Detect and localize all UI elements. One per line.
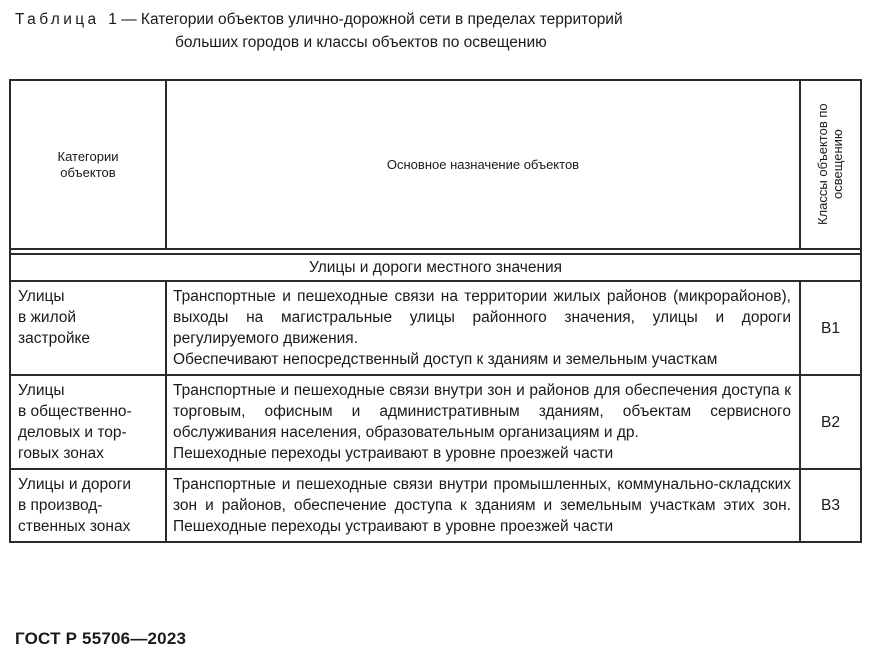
table-row	[10, 375, 861, 469]
section-title: Улицы и дороги местного значения	[10, 254, 861, 281]
header-class-label: Классы объектов по освещению	[814, 103, 845, 226]
description-cell	[166, 375, 800, 469]
caption-text: 1 — Категории объектов улично-дорожной сети в пределах территорий	[108, 11, 623, 28]
category-line: в производ-	[18, 497, 103, 514]
class-cell: В1	[800, 281, 861, 375]
table-caption	[15, 8, 855, 54]
caption-line-2: больших городов и классы объектов по освещению	[175, 34, 547, 51]
table-row	[10, 281, 861, 375]
description-cell	[166, 469, 800, 542]
table-body	[10, 281, 861, 542]
table-header-row	[10, 80, 861, 249]
category-line: Улицы и дороги	[18, 476, 132, 493]
description-paragraph: Обеспечивают непосредственный доступ к зданиям и земельным участкам	[173, 351, 718, 368]
lighting-classes-table	[9, 79, 862, 543]
description-paragraph: Транспортные и пешеходные связи внутри зон и районов для обеспечения доступа к торговым, офисным и административным зданиям, объектам сервисного обслуживания населения, образовательным организациям и др.	[173, 382, 791, 441]
class-cell: В3	[800, 469, 861, 542]
category-line: ственных зонах	[18, 518, 131, 535]
standard-number: ГОСТ Р 55706—2023	[15, 629, 187, 648]
class-cell: В2	[800, 375, 861, 469]
category-line: застройке	[18, 330, 91, 347]
header-purpose: Основное назначение объектов	[166, 80, 800, 249]
description-paragraph: Транспортные и пешеходные связи внутри промышленных, коммунально-складских зон и районов, обеспечение доступа к зданиям и земельным участкам этих зон. Пешеходные переходы устраивают в уровне проезжей части	[173, 476, 791, 535]
header-class	[800, 80, 861, 249]
category-cell	[10, 375, 166, 469]
section-row	[10, 254, 861, 281]
description-paragraph: Пешеходные переходы устраивают в уровне проезжей части	[173, 445, 614, 462]
category-line: в общественно-	[18, 403, 132, 420]
category-line: Улицы	[18, 382, 65, 399]
caption-label: Таблица	[15, 11, 100, 28]
caption-line-1	[15, 8, 855, 31]
category-line: Улицы	[18, 288, 65, 305]
description-cell	[166, 281, 800, 375]
table-row	[10, 469, 861, 542]
category-line: деловых и тор-	[18, 424, 127, 441]
description-paragraph: Транспортные и пешеходные связи на территории жилых районов (микрорайонов), выходы на магистральные улицы районного значения, улицы и дороги регулируемого движения.	[173, 288, 791, 347]
header-category: Категории объектов	[10, 80, 166, 249]
category-line: в жилой	[18, 309, 77, 326]
category-line: говых зонах	[18, 445, 104, 462]
category-cell	[10, 469, 166, 542]
category-cell	[10, 281, 166, 375]
